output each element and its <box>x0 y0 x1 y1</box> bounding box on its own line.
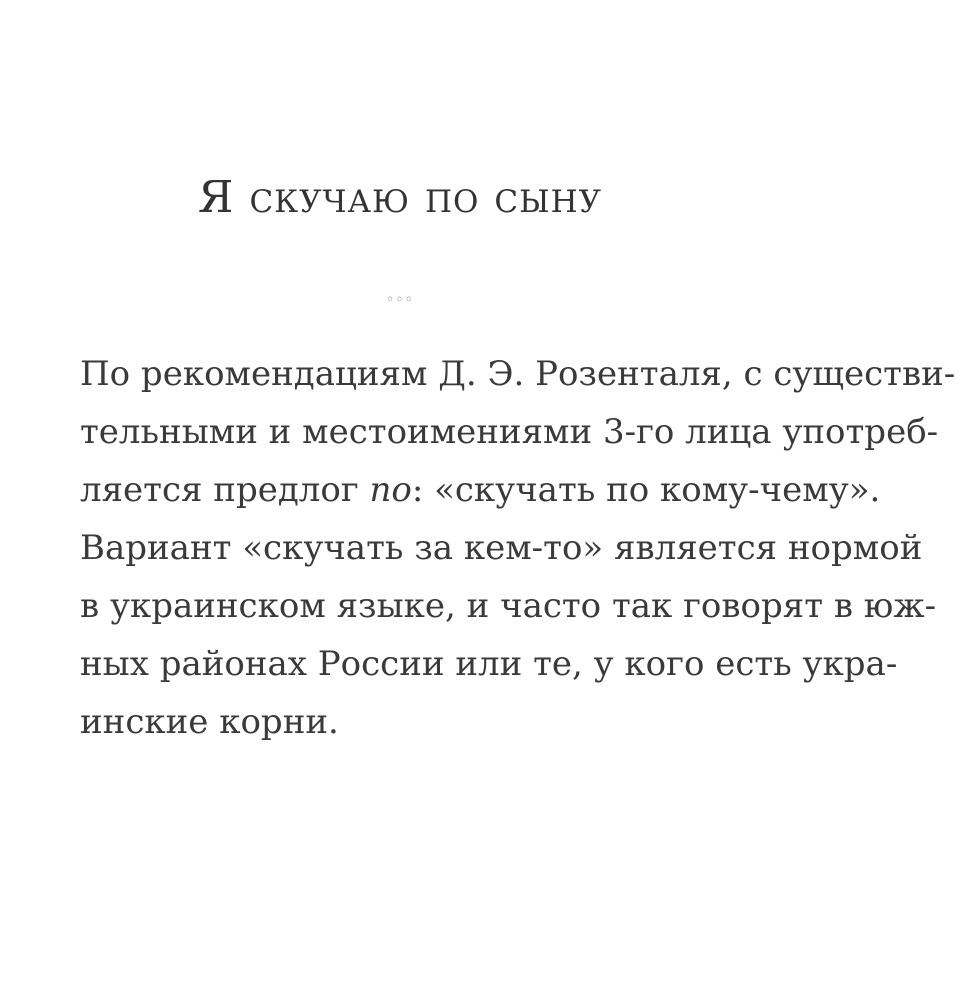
section-divider: ◦◦◦ <box>386 292 414 308</box>
paragraph-line-6: ных районах России или те, у кого есть укра- <box>80 644 898 684</box>
paragraph-line-2: тельными и местоимениями 3-го лица употреб- <box>80 412 939 452</box>
paragraph-line-1: По рекомендациям Д. Э. Розенталя, с существи- <box>80 354 955 394</box>
paragraph-line-3 <box>80 461 881 519</box>
paragraph-line-5: в украинском языке, и часто так говорят в юж- <box>80 586 937 626</box>
line-3-text-end: : «скучать по кому-чему». <box>411 470 881 510</box>
paragraph-line-7: инские корни. <box>80 702 339 742</box>
paragraph-line-4: Вариант «скучать за кем-то» является нормой <box>80 528 923 568</box>
italic-preposition: по <box>369 470 412 510</box>
body-paragraph <box>80 345 955 751</box>
line-3-text-start: ляется предлог <box>80 470 370 510</box>
page-title: Я скучаю по сыну <box>197 172 603 223</box>
